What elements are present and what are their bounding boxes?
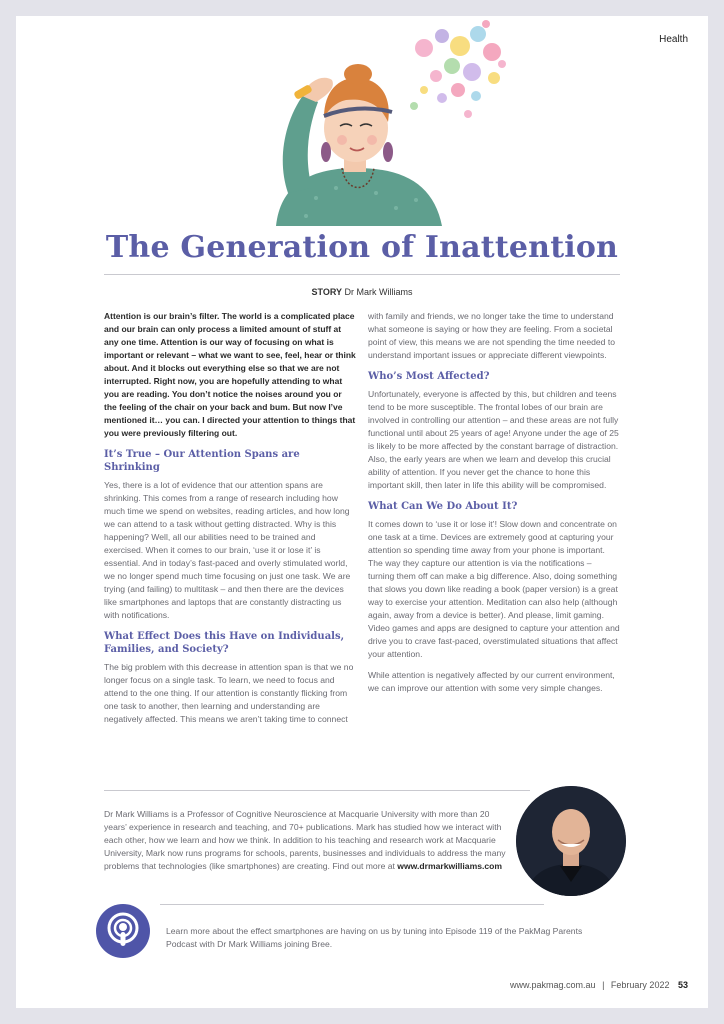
footer-separator: | — [602, 980, 605, 990]
article-title: The Generation of Inattention — [105, 230, 619, 265]
page-number: 53 — [677, 980, 688, 990]
title-divider — [104, 274, 620, 275]
podcast-promo-text: Learn more about the effect smartphones are having on us by tuning into Episode 119 of the PakMag Parents Podcast with Dr Mark Williams joining Bree. — [166, 926, 583, 949]
left-column — [104, 310, 356, 734]
paragraph: Yes, there is a lot of evidence that our attention spans are shrinking. This comes from a range of research including how much time we spend on websites, reading articles, and how long we can attend to a task without getting distracted. Why is this happening? Well, all our abilities need to be trained and exercised. When it comes to our brain, ‘use it or lose it’ is essential. And in today’s fast-paced and overly stimulated world, we no longer spend much time focusing on just one task. We are trying (and failing) to multitask – and then there are the devices like smartphones and laptops that are constantly distracting us with notifications. — [104, 480, 351, 620]
podcast-glyph — [96, 904, 150, 958]
paragraph: It comes down to ‘use it or lose it’! Slow down and concentrate on one task at a time. Devices are extremely good at capturing your attention so spending time away from your phone is important. The way they capture our attention is via the notifications – turning them off can make a big difference. Also, doing something that slows you down like reading a book (paper version) is a great way to exercise your attention. Meditation can also help (although again, away from a device is better). And please, limit gaming. Video games and apps are designed to capture your attention and drive you to crave fast-paced, overstimulated situations that affect your attention. — [368, 519, 620, 659]
paragraph: Unfortunately, everyone is affected by this, but children and teens tend to be more susceptible. The frontal lobes of our brain are involved in controlling our attention – and these areas are not fully functional until about 25 years of age! Anyone under the age of 25 is likely to be more affected by the constant barrage of distraction. Also, the early years are when we learn and develop this crucial ability of attention. If you never get the chance to hone this important skill, then later in life this ability will be compromised. — [368, 389, 619, 490]
author-website-link[interactable]: www.drmarkwilliams.com — [397, 861, 503, 871]
subheading-effect: What Effect Does this Have on Individuals, Families, and Society? — [104, 631, 345, 655]
page-footer — [510, 980, 688, 990]
byline-author: Dr Mark Williams — [344, 287, 413, 297]
paragraph: While attention is negatively affected by our current environment, we can improve our attention with some very simple changes. — [368, 670, 615, 693]
subheading-attention-spans: It’s True – Our Attention Spans are Shrinking — [104, 449, 300, 473]
podcast-icon[interactable] — [96, 904, 150, 958]
bio-text: Dr Mark Williams is a Professor of Cognitive Neuroscience at Macquarie University with more than 20 years’ experience in research and teaching, and 70+ publications. Mark has studied how we interact with each other, how we learn and how we think. In addition to his teaching and research work at Macquarie University, Mark now runs programs for schools, parents, businesses and individuals to address the many problems that technologies (like smartphones) are creating. Find out more at — [104, 809, 506, 871]
podcast-divider — [160, 904, 544, 905]
paragraph: The big problem with this decrease in attention span is that we no longer focus on a single task. To learn, we need to focus and attend to the one thing. If our attention is constantly flicking from one task to another, then learning and understanding are negatively affected. This means we aren’t taking time to connect — [104, 662, 354, 724]
bio-divider — [104, 790, 530, 791]
section-tag: Health — [659, 34, 688, 45]
byline — [16, 287, 708, 297]
intro-paragraph: Attention is our brain’s filter. The world is a complicated place and our brain can only process a limited amount of stuff at any one time. Attention is our way of focusing on what is important or relevant – what we want to see, feel, hear or think about. And it blocks out everything else so that we are not interrupted. Right now, you are hopefully attending to what you are reading. You don’t notice the noises around you or the feeling of the chair on your back and bum. But now I’ve mentioned it… you can. I directed your attention to things that you were previously filtering out. — [104, 311, 356, 438]
woman-illustration — [246, 18, 516, 226]
right-column — [368, 310, 620, 703]
paragraph: with family and friends, we no longer take the time to understand what someone is saying or how they are feeling. From a societal point of view, this means we are not spending the time needed to understand important issues or appreciate different viewpoints. — [368, 311, 615, 360]
footer-issue: February 2022 — [610, 980, 670, 990]
byline-label: STORY — [311, 287, 342, 297]
subheading-most-affected: Who’s Most Affected? — [368, 371, 490, 382]
magazine-page — [16, 16, 708, 1008]
author-bio — [104, 808, 514, 873]
footer-site[interactable]: www.pakmag.com.au — [510, 980, 596, 990]
author-photo — [516, 786, 626, 896]
subheading-what-can-we-do: What Can We Do About It? — [368, 501, 518, 512]
